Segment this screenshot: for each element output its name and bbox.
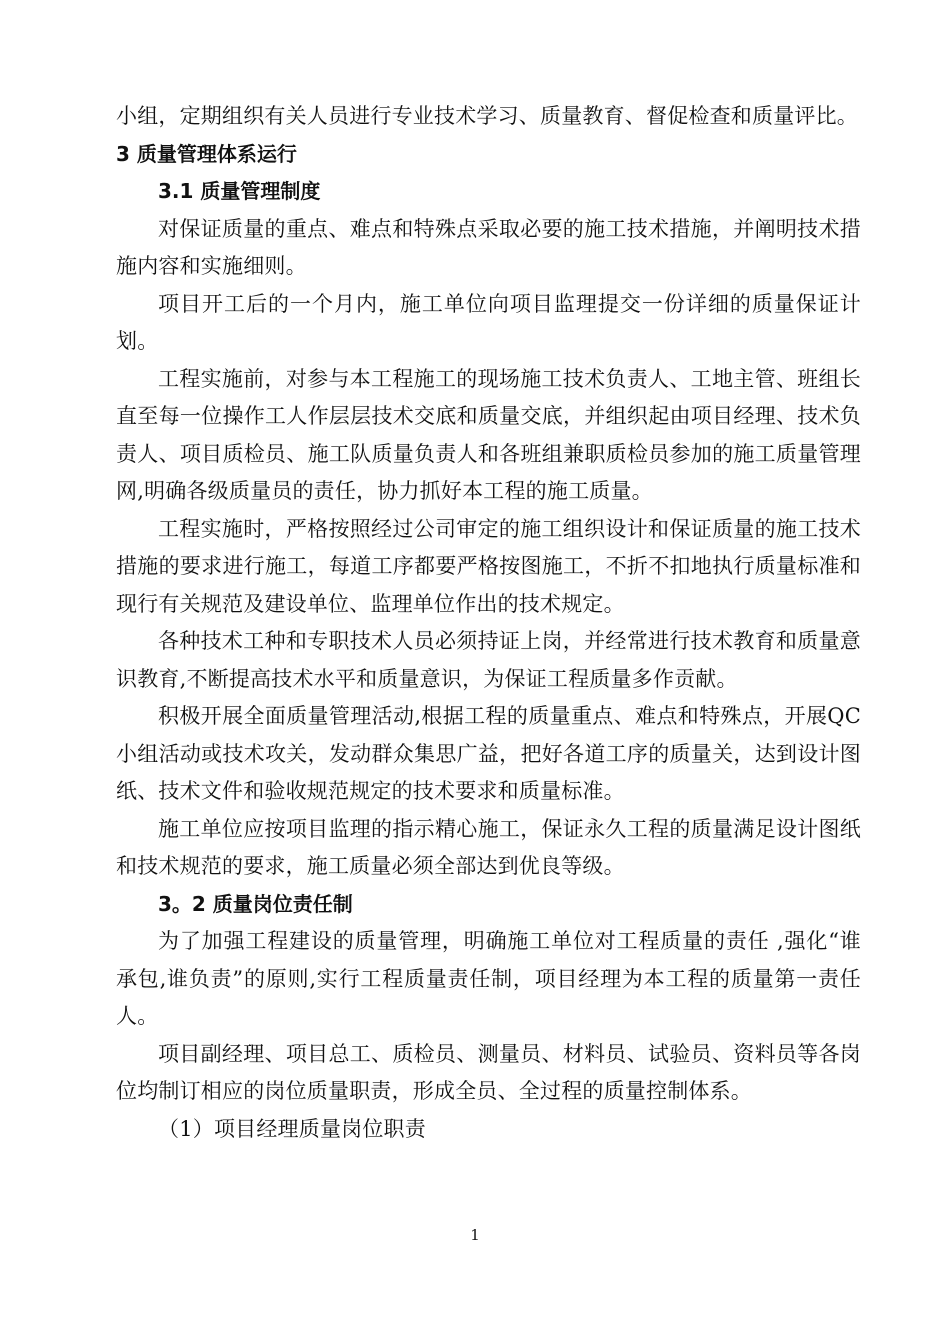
subsection-heading-quality-post-responsibility: 3。2 质量岗位责任制 <box>158 891 353 916</box>
paragraph: 对保证质量的重点、难点和特殊点采取必要的施工技术措施，并阐明技术措施内容和实施细则。 <box>116 216 861 278</box>
subsection-heading-quality-management-rules: 3.1 质量管理制度 <box>158 179 321 203</box>
paragraph-intro-continuation: 小组，定期组织有关人员进行专业技术学习、质量教育、督促检查和质量评比。 <box>116 104 858 128</box>
document-body <box>116 98 861 1148</box>
paragraph: 施工单位应按项目监理的指示精心施工，保证永久工程的质量满足设计图纸和技术规范的要求，施工质量必须全部达到优良等级。 <box>116 816 861 878</box>
list-item-project-manager-duties: （1）项目经理质量岗位职责 <box>158 1116 426 1141</box>
paragraph: 工程实施前，对参与本工程施工的现场施工技术负责人、工地主管、班组长直至每一位操作工人作层层技术交底和质量交底，并组织起由项目经理、技术负责人、项目质检员、施工队质量负责人和各班组兼职质检员参加的施工质量管理网,明确各级质量员的责任，协力抓好本工程的施工质量。 <box>116 366 861 503</box>
paragraph: 工程实施时，严格按照经过公司审定的施工组织设计和保证质量的施工技术措施的要求进行施工，每道工序都要严格按图施工，不折不扣地执行质量标准和现行有关规范及建设单位、监理单位作出的技术规定。 <box>116 516 861 616</box>
page-number: 1 <box>470 1226 480 1244</box>
paragraph: 积极开展全面质量管理活动,根据工程的质量重点、难点和特殊点，开展QC 小组活动或技术攻关，发动群众集思广益，把好各道工序的质量关，达到设计图纸、技术文件和验收规范规定的技术要求和质量标准。 <box>116 704 861 803</box>
section-heading-quality-system-operation: 3 质量管理体系运行 <box>116 141 297 166</box>
paragraph: 项目开工后的一个月内，施工单位向项目监理提交一份详细的质量保证计划。 <box>116 291 861 353</box>
paragraph: 各种技术工种和专职技术人员必须持证上岗，并经常进行技术教育和质量意识教育,不断提高技术水平和质量意识，为保证工程质量多作贡献。 <box>116 629 861 691</box>
paragraph: 项目副经理、项目总工、质检员、测量员、材料员、试验员、资料员等各岗位均制订相应的岗位质量职责，形成全员、全过程的质量控制体系。 <box>116 1041 861 1103</box>
paragraph: 为了加强工程建设的质量管理，明确施工单位对工程质量的责任 ,强化“谁承包,谁负责”的原则,实行工程质量责任制，项目经理为本工程的质量第一责任人。 <box>116 929 861 1028</box>
